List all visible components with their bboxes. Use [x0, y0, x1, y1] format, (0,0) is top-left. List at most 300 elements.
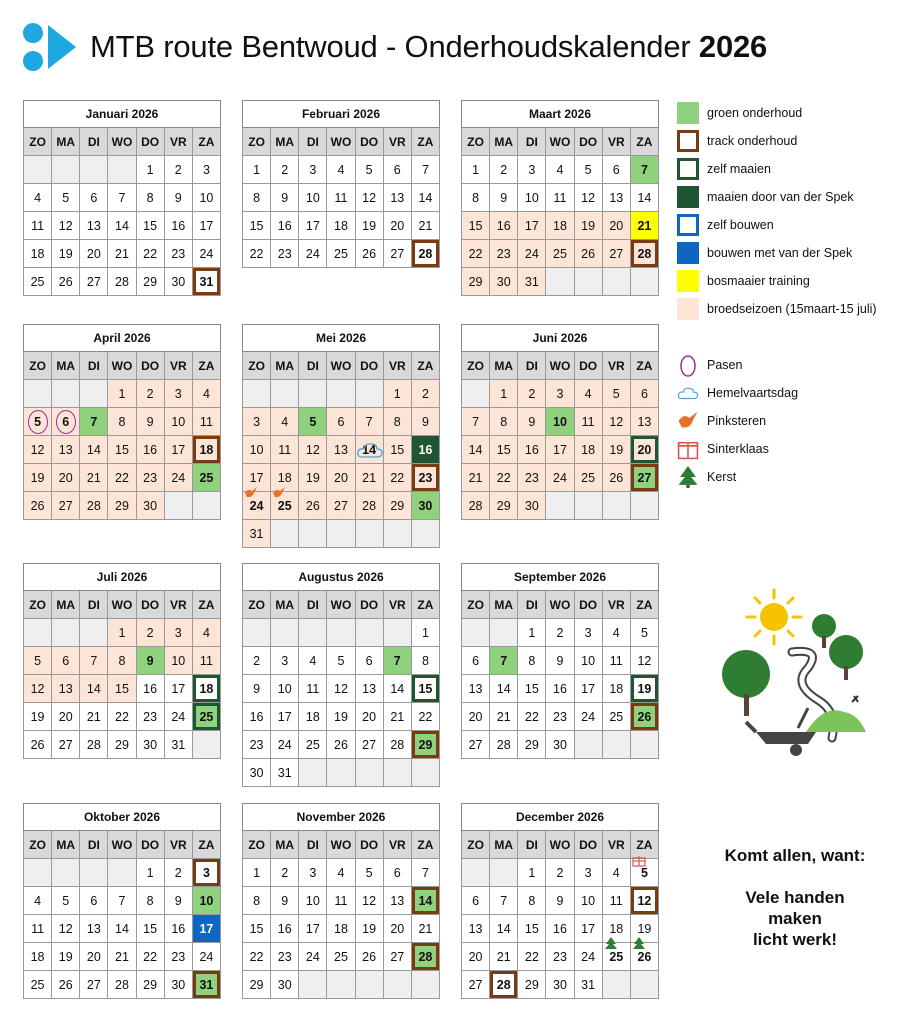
day-cell: 16: [546, 915, 574, 943]
day-cell: 15: [243, 915, 271, 943]
day-cell: 4: [546, 156, 574, 184]
day-cell: 10: [164, 647, 192, 675]
weekday-header: WO: [327, 831, 355, 859]
day-cell: 29: [411, 731, 439, 759]
day-cell: 8: [411, 647, 439, 675]
month-calendar: [461, 100, 659, 296]
day-cell: 19: [574, 212, 602, 240]
weekday-header: MA: [490, 128, 518, 156]
day-cell: 31: [164, 731, 192, 759]
empty-cell: [52, 380, 80, 408]
day-cell: 18: [546, 212, 574, 240]
day-cell: 1: [411, 619, 439, 647]
day-cell: 5: [630, 619, 658, 647]
day-cell: 23: [243, 731, 271, 759]
day-cell: 10: [271, 675, 299, 703]
weekday-header: VR: [383, 591, 411, 619]
day-cell: 11: [24, 212, 52, 240]
weekday-header: DI: [518, 591, 546, 619]
day-cell: 11: [192, 408, 220, 436]
day-cell: 25: [327, 240, 355, 268]
weekday-header: DO: [355, 591, 383, 619]
day-cell: 13: [383, 887, 411, 915]
day-cell: 21: [80, 464, 108, 492]
day-cell: 1: [490, 380, 518, 408]
day-cell: 5: [602, 380, 630, 408]
day-cell: 18: [192, 436, 220, 464]
day-cell: 17: [192, 915, 220, 943]
empty-cell: [462, 859, 490, 887]
day-cell: 6: [80, 887, 108, 915]
weekday-header: ZA: [411, 352, 439, 380]
day-cell: 10: [546, 408, 574, 436]
holiday-item: [677, 435, 909, 463]
day-cell: 31: [518, 268, 546, 296]
day-cell: 6: [383, 156, 411, 184]
day-cell: 27: [52, 492, 80, 520]
weekday-header: MA: [271, 128, 299, 156]
day-cell: 27: [462, 731, 490, 759]
weekday-header: DI: [299, 591, 327, 619]
empty-cell: [24, 619, 52, 647]
day-cell: 30: [490, 268, 518, 296]
day-cell: 7: [108, 887, 136, 915]
month-name: Januari 2026: [24, 101, 221, 128]
day-cell: 2: [164, 156, 192, 184]
weekday-header: VR: [383, 831, 411, 859]
day-cell: 15: [383, 436, 411, 464]
holiday-label: Pinksteren: [707, 414, 767, 428]
day-cell: 20: [327, 464, 355, 492]
empty-cell: [327, 759, 355, 787]
day-cell: 10: [574, 647, 602, 675]
day-cell: 4: [24, 887, 52, 915]
legend-label: maaien door van der Spek: [707, 190, 854, 204]
empty-cell: [192, 731, 220, 759]
day-cell: 29: [518, 971, 546, 999]
empty-cell: [271, 520, 299, 548]
day-cell: 22: [462, 240, 490, 268]
empty-cell: [80, 380, 108, 408]
day-cell: 27: [602, 240, 630, 268]
day-cell: 7: [411, 156, 439, 184]
day-cell: 14: [490, 915, 518, 943]
weekday-header: VR: [383, 128, 411, 156]
day-cell: 6: [52, 647, 80, 675]
day-cell: 9: [136, 408, 164, 436]
day-cell: 14: [80, 436, 108, 464]
day-cell: 30: [518, 492, 546, 520]
empty-cell: [52, 619, 80, 647]
day-cell: 19: [602, 436, 630, 464]
day-cell: 2: [546, 619, 574, 647]
day-cell: 29: [108, 492, 136, 520]
holiday-label: Hemelvaartsdag: [707, 386, 799, 400]
weekday-header: ZA: [630, 591, 658, 619]
day-cell: 9: [411, 408, 439, 436]
weekday-header: WO: [108, 128, 136, 156]
day-cell: 12: [327, 675, 355, 703]
weekday-header: ZO: [243, 128, 271, 156]
day-cell: 1: [462, 156, 490, 184]
empty-cell: [271, 619, 299, 647]
day-cell: 20: [355, 703, 383, 731]
legend-swatch: [677, 214, 699, 236]
month-calendar: [461, 324, 659, 520]
day-cell: 29: [136, 268, 164, 296]
day-cell: 6: [80, 184, 108, 212]
holiday-legend: [677, 351, 909, 491]
empty-cell: [192, 492, 220, 520]
day-cell: 30: [136, 731, 164, 759]
weekday-header: WO: [108, 352, 136, 380]
day-cell: 1: [136, 156, 164, 184]
weekday-header: WO: [108, 831, 136, 859]
day-cell: 31: [271, 759, 299, 787]
day-cell: 11: [602, 647, 630, 675]
weekday-header: DI: [518, 128, 546, 156]
day-cell: 11: [192, 647, 220, 675]
day-cell: 27: [80, 268, 108, 296]
day-cell: 4: [327, 156, 355, 184]
empty-cell: [462, 619, 490, 647]
day-cell: 30: [546, 971, 574, 999]
day-cell: 10: [243, 436, 271, 464]
day-cell: 13: [52, 675, 80, 703]
day-cell: 13: [462, 915, 490, 943]
day-cell: 3: [299, 859, 327, 887]
day-cell: 7: [80, 647, 108, 675]
day-cell: 14: [108, 915, 136, 943]
day-cell: 13: [355, 675, 383, 703]
weekday-header: DO: [136, 352, 164, 380]
empty-cell: [411, 759, 439, 787]
day-cell: 21: [411, 915, 439, 943]
empty-cell: [80, 156, 108, 184]
empty-cell: [299, 520, 327, 548]
month-calendar: [23, 324, 221, 520]
day-cell: 11: [602, 887, 630, 915]
day-cell: 15: [136, 915, 164, 943]
day-cell: 25: [602, 703, 630, 731]
day-cell: 30: [136, 492, 164, 520]
empty-cell: [327, 619, 355, 647]
empty-cell: [108, 859, 136, 887]
day-cell: 26: [327, 731, 355, 759]
day-cell: 3: [192, 156, 220, 184]
day-cell: 21: [108, 240, 136, 268]
day-cell: 29: [243, 971, 271, 999]
day-cell: 26: [52, 971, 80, 999]
day-cell: 28: [80, 492, 108, 520]
day-cell: 13: [80, 212, 108, 240]
day-cell: 19: [327, 703, 355, 731]
day-cell: 28: [355, 492, 383, 520]
day-cell: 11: [299, 675, 327, 703]
day-cell: 18: [602, 675, 630, 703]
empty-cell: [327, 380, 355, 408]
day-cell: 1: [136, 859, 164, 887]
weekday-header: ZO: [24, 128, 52, 156]
day-cell: 4: [192, 619, 220, 647]
weekday-header: VR: [383, 352, 411, 380]
day-cell: 27: [383, 943, 411, 971]
day-cell: 8: [243, 887, 271, 915]
legend-swatch: [677, 130, 699, 152]
day-cell: 17: [243, 464, 271, 492]
weekday-header: MA: [490, 831, 518, 859]
day-cell: 12: [630, 647, 658, 675]
day-cell: 15: [518, 915, 546, 943]
weekday-header: VR: [164, 352, 192, 380]
empty-cell: [411, 971, 439, 999]
empty-cell: [108, 156, 136, 184]
day-cell: 27: [383, 240, 411, 268]
day-cell: 3: [192, 859, 220, 887]
weekday-header: VR: [602, 831, 630, 859]
legend-label: bosmaaier training: [707, 274, 810, 288]
day-cell: 23: [411, 464, 439, 492]
day-cell: 24: [518, 240, 546, 268]
day-cell: 24: [164, 464, 192, 492]
weekday-header: MA: [271, 352, 299, 380]
legend-label: zelf bouwen: [707, 218, 774, 232]
empty-cell: [24, 156, 52, 184]
day-cell: 3: [574, 859, 602, 887]
gift-icon: [632, 853, 646, 867]
day-cell: 29: [490, 492, 518, 520]
slogan-line: Komt allen, want:: [724, 846, 866, 865]
weekday-header: MA: [52, 591, 80, 619]
day-cell: 4: [574, 380, 602, 408]
weekday-header: MA: [52, 352, 80, 380]
weekday-header: DO: [574, 831, 602, 859]
day-cell: 2: [518, 380, 546, 408]
day-cell: 24: [299, 240, 327, 268]
legend-item: [677, 99, 909, 127]
weekday-header: VR: [602, 591, 630, 619]
day-cell: 26: [355, 943, 383, 971]
empty-cell: [52, 859, 80, 887]
weekday-header: VR: [164, 831, 192, 859]
day-cell: 13: [602, 184, 630, 212]
weekday-header: ZO: [243, 591, 271, 619]
empty-cell: [299, 380, 327, 408]
month-name: April 2026: [24, 325, 221, 352]
day-cell: 8: [108, 647, 136, 675]
day-cell: 11: [24, 915, 52, 943]
day-cell: 12: [299, 436, 327, 464]
empty-cell: [80, 859, 108, 887]
day-cell: 26: [52, 268, 80, 296]
empty-cell: [164, 492, 192, 520]
day-cell: 26: [574, 240, 602, 268]
day-cell: 7: [355, 408, 383, 436]
day-cell: 6: [462, 647, 490, 675]
day-cell: 5: [327, 647, 355, 675]
month-calendar: [242, 803, 440, 999]
day-cell: 1: [518, 859, 546, 887]
day-cell: 24: [192, 240, 220, 268]
day-cell: 27: [630, 464, 658, 492]
month-calendar: [242, 563, 440, 787]
legend-swatch: [677, 102, 699, 124]
weekday-header: ZA: [630, 128, 658, 156]
day-cell: 8: [518, 647, 546, 675]
empty-cell: [24, 859, 52, 887]
day-cell: 17: [574, 675, 602, 703]
month-name: Mei 2026: [243, 325, 440, 352]
empty-cell: [327, 971, 355, 999]
day-cell: 23: [136, 464, 164, 492]
day-cell: 23: [164, 240, 192, 268]
day-cell: 10: [192, 887, 220, 915]
weekday-header: ZA: [192, 128, 220, 156]
day-cell: 23: [136, 703, 164, 731]
day-cell: 24: [546, 464, 574, 492]
day-cell: 20: [383, 212, 411, 240]
day-cell: 3: [574, 619, 602, 647]
day-cell: 18: [602, 915, 630, 943]
day-cell: 27: [462, 971, 490, 999]
day-cell: 5: [355, 859, 383, 887]
day-cell: 2: [271, 156, 299, 184]
day-cell: 19: [630, 915, 658, 943]
weekday-header: ZA: [411, 128, 439, 156]
day-cell: 28: [80, 731, 108, 759]
weekday-header: DI: [518, 352, 546, 380]
month-name: Februari 2026: [243, 101, 440, 128]
day-cell: 7: [462, 408, 490, 436]
weekday-header: MA: [271, 831, 299, 859]
slogan-line: Vele handen: [745, 888, 845, 907]
day-cell: 21: [80, 703, 108, 731]
day-cell: 22: [136, 943, 164, 971]
weekday-header: MA: [52, 128, 80, 156]
day-cell: 23: [490, 240, 518, 268]
tree-icon: [632, 937, 646, 951]
empty-cell: [243, 619, 271, 647]
weekday-header: WO: [546, 352, 574, 380]
holiday-item: [677, 463, 909, 491]
day-cell: 12: [52, 915, 80, 943]
day-cell: 6: [630, 380, 658, 408]
day-cell: 15: [411, 675, 439, 703]
day-cell: 11: [327, 184, 355, 212]
day-cell: 16: [243, 703, 271, 731]
day-cell: 16: [164, 212, 192, 240]
legend: [677, 99, 909, 323]
holiday-item: [677, 407, 909, 435]
day-cell: 27: [52, 731, 80, 759]
slogan: [700, 845, 890, 950]
day-cell: 24: [243, 492, 271, 520]
weekday-header: DI: [80, 591, 108, 619]
cloud-icon: [356, 440, 384, 460]
month-calendar: [23, 803, 221, 999]
day-cell: 30: [411, 492, 439, 520]
day-cell: 1: [243, 156, 271, 184]
day-cell: 28: [411, 240, 439, 268]
month-calendar: [242, 324, 440, 548]
day-cell: 28: [490, 971, 518, 999]
month-name: Maart 2026: [462, 101, 659, 128]
day-cell: 29: [108, 731, 136, 759]
day-cell: 3: [164, 380, 192, 408]
day-cell: 6: [383, 859, 411, 887]
day-cell: 9: [490, 184, 518, 212]
day-cell: 13: [52, 436, 80, 464]
dove-icon: [677, 410, 707, 432]
day-cell: 18: [24, 943, 52, 971]
day-cell: 19: [24, 464, 52, 492]
day-cell: 14: [490, 675, 518, 703]
weekday-header: DO: [574, 128, 602, 156]
month-calendar: [242, 100, 440, 268]
day-cell: 9: [164, 887, 192, 915]
day-cell: 5: [24, 647, 52, 675]
day-cell: 28: [630, 240, 658, 268]
empty-cell: [574, 492, 602, 520]
day-cell: 30: [271, 971, 299, 999]
day-cell: 19: [355, 915, 383, 943]
holiday-label: Kerst: [707, 470, 737, 484]
day-cell: 11: [574, 408, 602, 436]
legend-swatch: [677, 158, 699, 180]
day-cell: 3: [243, 408, 271, 436]
egg-icon: [677, 353, 707, 377]
empty-cell: [355, 380, 383, 408]
day-cell: 2: [136, 380, 164, 408]
day-cell: 18: [299, 703, 327, 731]
day-cell: 25: [271, 492, 299, 520]
day-cell: 26: [24, 731, 52, 759]
day-cell: 5: [52, 184, 80, 212]
day-cell: 4: [327, 859, 355, 887]
day-cell: 26: [630, 703, 658, 731]
weekday-header: MA: [271, 591, 299, 619]
empty-cell: [462, 380, 490, 408]
weekday-header: ZO: [24, 591, 52, 619]
holiday-item: [677, 379, 909, 407]
day-cell: 28: [462, 492, 490, 520]
day-cell: 9: [164, 184, 192, 212]
day-cell: 2: [243, 647, 271, 675]
day-cell: 3: [164, 619, 192, 647]
day-cell: 1: [108, 380, 136, 408]
legend-swatch: [677, 270, 699, 292]
day-cell: 16: [136, 675, 164, 703]
day-cell: 12: [574, 184, 602, 212]
empty-cell: [602, 268, 630, 296]
weekday-header: ZO: [24, 831, 52, 859]
weekday-header: ZA: [192, 831, 220, 859]
day-cell: 23: [271, 240, 299, 268]
day-cell: 9: [136, 647, 164, 675]
weekday-header: DI: [80, 352, 108, 380]
day-cell: 31: [243, 520, 271, 548]
day-cell: 14: [462, 436, 490, 464]
day-cell: 12: [24, 675, 52, 703]
slogan-line: licht werk!: [752, 930, 838, 949]
day-cell: 17: [271, 703, 299, 731]
day-cell: 13: [462, 675, 490, 703]
empty-cell: [24, 380, 52, 408]
empty-cell: [630, 971, 658, 999]
weekday-header: DO: [136, 831, 164, 859]
day-cell: 16: [411, 436, 439, 464]
day-cell: 22: [411, 703, 439, 731]
